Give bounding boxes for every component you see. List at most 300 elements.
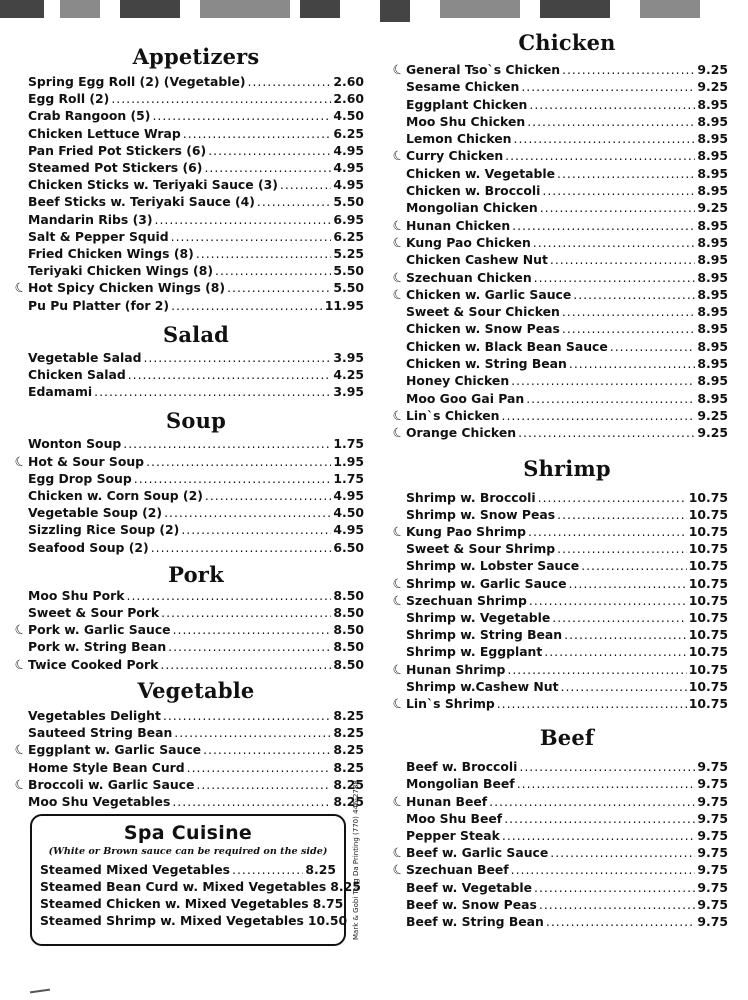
dot-leader	[528, 523, 687, 540]
menu-item-price: 8.25	[333, 725, 364, 741]
menu-item	[28, 539, 364, 556]
menu-item	[406, 390, 728, 407]
menu-item	[406, 506, 728, 523]
menu-item-price: 1.75	[333, 470, 364, 486]
menu-item-name: Eggplant Chicken	[406, 96, 528, 112]
item-list	[40, 861, 361, 929]
menu-item-price: 4.95	[333, 488, 364, 504]
photo-scratch	[30, 989, 50, 994]
menu-item	[406, 113, 728, 130]
menu-item-price: 8.95	[697, 373, 728, 389]
menu-item-name: Beef w. String Bean	[406, 914, 544, 929]
menu-item-name: Mandarin Ribs (3)	[28, 211, 153, 227]
menu-item-name: Egg Roll (2)	[28, 91, 110, 107]
dot-leader	[539, 896, 696, 913]
menu-item-price: 10.75	[688, 523, 728, 539]
menu-item	[12, 621, 364, 640]
dot-leader	[505, 147, 695, 164]
dot-leader	[143, 349, 331, 366]
menu-item	[28, 521, 364, 538]
spicy-icon: ☾	[12, 656, 29, 675]
dot-leader	[540, 199, 696, 216]
menu-item	[28, 107, 364, 124]
dot-leader	[610, 338, 696, 355]
dot-leader	[542, 182, 695, 199]
menu-item-price: 4.95	[333, 522, 364, 538]
menu-item	[28, 604, 364, 621]
menu-item-name: Crab Rangoon (5)	[28, 108, 151, 124]
menu-item-name: Hot & Sour Soup	[28, 453, 145, 469]
dot-leader	[538, 489, 687, 506]
dot-leader	[163, 707, 332, 724]
spicy-icon: ☾	[12, 279, 29, 298]
menu-item	[28, 142, 364, 159]
menu-item	[390, 575, 728, 594]
spicy-icon: ☾	[390, 695, 407, 714]
menu-item	[28, 587, 364, 604]
menu-item-price: 10.75	[688, 695, 728, 711]
item-list	[12, 73, 364, 314]
menu-item	[28, 90, 364, 107]
menu-item-price: 9.25	[697, 200, 728, 216]
dot-leader	[173, 621, 332, 638]
menu-item	[12, 453, 364, 472]
dot-leader	[511, 372, 695, 389]
dot-leader	[569, 355, 696, 372]
menu-item	[12, 279, 364, 298]
menu-item-price: 9.75	[697, 914, 728, 929]
dot-leader	[533, 234, 696, 251]
menu-item	[406, 338, 728, 355]
menu-item-name: Moo Shu Chicken	[406, 113, 526, 129]
menu-item	[390, 407, 728, 426]
menu-item	[406, 540, 728, 557]
menu-item-name: Sesame Chicken	[406, 79, 520, 95]
dot-leader	[534, 879, 695, 896]
menu-item	[28, 211, 364, 228]
menu-item	[28, 383, 364, 400]
menu-item	[28, 228, 364, 245]
menu-item	[406, 130, 728, 147]
dot-leader	[151, 539, 332, 556]
menu-item-price: 9.75	[697, 845, 728, 861]
menu-item-name: Mongolian Beef	[406, 776, 515, 792]
menu-item-name: Lemon Chicken	[406, 131, 512, 147]
menu-item-name: Shrimp w. String Bean	[406, 627, 563, 643]
section-beef	[390, 725, 728, 930]
menu-item	[28, 435, 364, 452]
menu-item-price: 8.50	[333, 656, 364, 672]
menu-item-name: Beef w. Broccoli	[406, 759, 518, 775]
spicy-icon: ☾	[390, 147, 407, 167]
menu-item	[406, 879, 728, 896]
menu-item-name: Chicken Cashew Nut	[406, 252, 548, 268]
menu-item-name: Shrimp w. Snow Peas	[406, 506, 556, 522]
dot-leader	[534, 269, 696, 286]
menu-item-price: 8.25	[305, 862, 336, 877]
menu-item-price: 10.75	[688, 575, 728, 591]
menu-item-price: 10.50	[307, 913, 348, 928]
menu-item-price: 8.25	[333, 742, 364, 758]
menu-item	[406, 165, 728, 182]
spicy-icon: ☾	[390, 407, 407, 426]
menu-item-name: Sweet & Sour Shrimp	[406, 541, 556, 557]
menu-item-price: 10.75	[688, 489, 728, 505]
menu-item-name: Curry Chicken	[406, 148, 504, 164]
menu-item-name: Szechuan Shrimp	[406, 592, 527, 608]
dot-leader	[181, 521, 331, 538]
dot-leader	[232, 861, 303, 878]
menu-item	[28, 793, 364, 810]
dot-leader	[517, 775, 696, 792]
section-pork	[12, 561, 364, 675]
menu-item-name: Szechuan Beef	[406, 862, 509, 878]
dot-leader	[196, 245, 332, 262]
menu-item-price: 2.60	[333, 74, 364, 89]
menu-item	[406, 626, 728, 643]
section-title: Pork	[168, 561, 224, 587]
menu-item-name: Beef Sticks w. Teriyaki Sauce (4)	[28, 194, 255, 210]
menu-item-price: 8.95	[697, 148, 728, 164]
menu-item-price: 5.50	[333, 263, 364, 279]
menu-item-price: 8.95	[697, 96, 728, 112]
menu-item-price: 8.95	[697, 304, 728, 320]
spicy-icon: ☾	[390, 592, 407, 611]
dot-leader	[257, 193, 332, 210]
dot-leader	[155, 211, 332, 228]
menu-item	[406, 827, 728, 844]
menu-item-price: 9.75	[697, 810, 728, 826]
dot-leader	[502, 827, 696, 844]
dot-leader	[204, 159, 331, 176]
dot-leader	[161, 604, 331, 621]
menu-item-name: Chicken Sticks w. Teriyaki Sauce (3)	[28, 177, 278, 193]
menu-item	[28, 193, 364, 210]
menu-item	[390, 523, 728, 542]
dot-leader	[544, 643, 687, 660]
menu-item	[406, 372, 728, 389]
menu-item-name: Fried Chicken Wings (8)	[28, 246, 194, 262]
menu-item-name: Hunan Chicken	[406, 217, 511, 233]
menu-item-price: 8.95	[697, 234, 728, 250]
menu-item	[12, 741, 364, 760]
menu-item-price: 8.75	[312, 896, 344, 911]
menu-item-name: Pan Fried Pot Stickers (6)	[28, 142, 207, 158]
menu-item-name: Szechuan Chicken	[406, 269, 532, 285]
menu-item	[390, 217, 728, 236]
section-chicken	[390, 30, 728, 443]
dot-leader	[123, 435, 331, 452]
section-title: Spa Cuisine	[123, 822, 253, 844]
dot-leader	[526, 390, 695, 407]
spicy-icon: ☾	[390, 286, 407, 305]
menu-item	[406, 678, 728, 695]
menu-item-name: Beef w. Garlic Sauce	[406, 845, 549, 861]
menu-item-price: 3.95	[333, 349, 364, 365]
menu-item-name: Steamed Pot Stickers (6)	[28, 160, 203, 176]
menu-item-name: Steamed Shrimp w. Mixed Vegetables	[40, 913, 304, 928]
menu-item-name: Mongolian Chicken	[406, 200, 538, 216]
dot-leader	[546, 913, 696, 930]
dot-leader	[227, 279, 331, 296]
menu-item	[406, 896, 728, 913]
menu-item	[406, 182, 728, 199]
item-list	[12, 587, 364, 675]
menu-item-price: 9.25	[697, 62, 728, 77]
menu-item	[406, 810, 728, 827]
top-photo-edge	[0, 0, 748, 22]
spicy-icon: ☾	[12, 621, 29, 640]
menu-item	[40, 912, 348, 929]
menu-item-name: Chicken w. Black Bean Sauce	[406, 338, 608, 354]
dot-leader	[208, 142, 331, 159]
menu-item-name: Broccoli w. Garlic Sauce	[28, 776, 195, 792]
dot-leader	[561, 678, 687, 695]
menu-item-price: 10.75	[688, 541, 728, 557]
section-title: Appetizers	[132, 44, 260, 69]
dot-leader	[562, 303, 696, 320]
menu-item-name: Kung Pao Chicken	[406, 234, 531, 250]
menu-item-price: 8.95	[697, 131, 728, 147]
menu-item-price: 9.75	[697, 896, 728, 912]
dot-leader	[512, 217, 695, 234]
menu-item-name: Wonton Soup	[28, 436, 122, 452]
menu-item-price: 8.50	[333, 605, 364, 621]
dot-leader	[248, 73, 332, 90]
menu-item-name: Moo Goo Gai Pan	[406, 390, 525, 406]
section-shrimp	[390, 455, 728, 714]
menu-item-price: 8.25	[333, 707, 364, 723]
menu-item	[406, 199, 728, 216]
dot-leader	[196, 776, 331, 793]
menu-item-name: Steamed Chicken w. Mixed Vegetables	[40, 896, 309, 911]
dot-leader	[160, 656, 331, 673]
dot-leader	[94, 383, 331, 400]
dot-leader	[529, 592, 687, 609]
menu-item	[28, 724, 364, 741]
menu-item	[28, 470, 364, 487]
menu-item	[406, 643, 728, 660]
dot-leader	[171, 228, 332, 245]
menu-item-price: 5.25	[333, 246, 364, 262]
dot-leader	[564, 626, 687, 643]
menu-item-name: General Tso`s Chicken	[406, 62, 561, 77]
menu-item-price: 8.25	[330, 879, 361, 894]
menu-item-price: 1.95	[333, 453, 364, 469]
dot-leader	[280, 176, 332, 193]
menu-item-price: 10.75	[688, 609, 728, 625]
dot-leader	[174, 724, 331, 741]
menu-item-name: Hunan Beef	[406, 793, 488, 809]
spicy-icon: ☾	[12, 453, 29, 472]
menu-item	[28, 262, 364, 279]
dot-leader	[504, 810, 695, 827]
menu-item-name: Moo Shu Beef	[406, 810, 503, 826]
menu-item-price: 9.75	[697, 862, 728, 878]
menu-item-name: Steamed Bean Curd w. Mixed Vegetables	[40, 879, 327, 894]
menu-item	[390, 793, 728, 812]
section-salad	[28, 322, 364, 401]
menu-item	[28, 707, 364, 724]
spicy-icon: ☾	[390, 575, 407, 594]
spicy-icon: ☾	[390, 844, 407, 863]
menu-item	[40, 878, 361, 895]
menu-item	[406, 609, 728, 626]
spicy-icon: ☾	[390, 523, 407, 542]
menu-item-name: Pepper Steak	[406, 827, 500, 843]
menu-item	[390, 286, 728, 305]
menu-item-name: Shrimp w. Garlic Sauce	[406, 575, 567, 591]
menu-item-name: Edamami	[28, 384, 93, 400]
spicy-icon: ☾	[390, 217, 407, 236]
menu-item-price: 8.25	[333, 759, 364, 775]
spicy-icon: ☾	[390, 793, 407, 812]
dot-leader	[134, 470, 332, 487]
menu-item	[28, 349, 364, 366]
dot-leader	[203, 741, 331, 758]
menu-item	[406, 320, 728, 337]
menu-item	[28, 366, 364, 383]
dot-leader	[497, 695, 687, 712]
menu-item-name: Sweet & Sour Chicken	[406, 304, 560, 320]
dot-leader	[527, 113, 695, 130]
menu-item-name: Shrimp w.Cashew Nut	[406, 678, 559, 694]
menu-item-name: Honey Chicken	[406, 373, 510, 389]
menu-item-price: 6.50	[333, 539, 364, 555]
menu-item-name: Twice Cooked Pork	[28, 656, 159, 672]
menu-item	[406, 758, 728, 775]
menu-item-price: 9.75	[697, 776, 728, 792]
menu-item	[406, 557, 728, 574]
menu-item-name: Pork w. Garlic Sauce	[28, 622, 171, 638]
menu-item-price: 10.75	[688, 592, 728, 608]
dot-leader	[205, 487, 332, 504]
menu-item-name: Chicken w. Snow Peas	[406, 321, 560, 337]
menu-item	[406, 775, 728, 792]
section-appetizers	[12, 44, 364, 314]
menu-item	[28, 73, 364, 90]
menu-item	[406, 78, 728, 95]
menu-item-price: 10.75	[688, 678, 728, 694]
menu-item-name: Egg Drop Soup	[28, 470, 132, 486]
menu-item-name: Chicken w. Corn Soup (2)	[28, 488, 203, 504]
menu-item-price: 6.25	[333, 228, 364, 244]
menu-item	[390, 147, 728, 167]
dot-leader	[529, 96, 695, 113]
menu-item	[28, 759, 364, 776]
dot-leader	[171, 297, 323, 314]
dot-leader	[164, 504, 331, 521]
menu-item-name: Eggplant w. Garlic Sauce	[28, 742, 202, 758]
dot-leader	[518, 424, 695, 441]
menu-item	[390, 861, 728, 880]
dot-leader	[183, 125, 332, 142]
spicy-icon: ☾	[390, 424, 407, 443]
dot-leader	[172, 793, 331, 810]
item-list	[390, 489, 728, 714]
menu-item	[406, 913, 728, 930]
dot-leader	[573, 286, 695, 303]
menu-item-price: 10.75	[688, 627, 728, 643]
menu-item-price: 8.95	[697, 390, 728, 406]
menu-item-name: Sweet & Sour Pork	[28, 605, 160, 621]
menu-item-name: Steamed Mixed Vegetables	[40, 862, 231, 877]
menu-item-price: 8.95	[697, 113, 728, 129]
menu-item-price: 8.50	[333, 587, 364, 603]
menu-item-name: Chicken w. Garlic Sauce	[406, 286, 572, 302]
menu-item-price: 2.60	[333, 91, 364, 107]
menu-item-price: 5.50	[333, 280, 364, 296]
menu-item-price: 8.95	[697, 286, 728, 302]
menu-item-price: 9.75	[697, 879, 728, 895]
menu-item-name: Moo Shu Vegetables	[28, 793, 171, 809]
menu-item	[390, 269, 728, 288]
menu-item-price: 8.95	[697, 338, 728, 354]
menu-item	[406, 303, 728, 320]
spa-note: (White or Brown sauce can be required on the side)	[48, 846, 328, 857]
menu-item-name: Chicken w. String Bean	[406, 356, 567, 372]
menu-item-name: Shrimp w. Vegetable	[406, 609, 551, 625]
menu-item-name: Sauteed String Bean	[28, 725, 173, 741]
menu-item-price: 9.75	[697, 759, 728, 775]
menu-item-name: Shrimp w. Broccoli	[406, 489, 536, 505]
menu-item	[390, 424, 728, 443]
menu-item-price: 10.75	[688, 661, 728, 677]
menu-item-price: 8.95	[697, 269, 728, 285]
spicy-icon: ☾	[390, 234, 407, 253]
menu-item-price: 4.50	[333, 108, 364, 124]
menu-item-price: 5.50	[333, 194, 364, 210]
dot-leader	[550, 844, 695, 861]
menu-item-name: Pork w. String Bean	[28, 639, 167, 655]
menu-item-name: Chicken Lettuce Wrap	[28, 125, 181, 141]
menu-item-name: Shrimp w. Lobster Sauce	[406, 558, 580, 574]
menu-item-price: 8.50	[333, 622, 364, 638]
menu-item	[28, 638, 364, 655]
spicy-icon: ☾	[12, 741, 29, 760]
dot-leader	[521, 78, 695, 95]
dot-leader	[569, 575, 687, 592]
dot-leader	[557, 506, 687, 523]
dot-leader	[562, 61, 695, 78]
menu-item-price: 10.75	[688, 558, 728, 574]
dot-leader	[168, 638, 331, 655]
menu-item	[28, 125, 364, 142]
menu-item-price: 3.95	[333, 384, 364, 400]
menu-item-name: Vegetable Salad	[28, 349, 142, 365]
menu-item-name: Shrimp w. Eggplant	[406, 644, 543, 660]
printer-credit: Mark & Gobi Tong Da Printing (770) 446-2788	[352, 780, 360, 940]
dot-leader	[557, 165, 695, 182]
right-column	[390, 30, 728, 930]
menu-item-name: Vegetables Delight	[28, 707, 161, 723]
section-title: Salad	[162, 321, 230, 347]
menu-item-name: Home Style Bean Curd	[28, 759, 185, 775]
menu-item	[390, 661, 728, 680]
menu-item-price: 10.75	[688, 644, 728, 660]
menu-item-price: 9.75	[697, 793, 728, 809]
item-list	[28, 349, 364, 401]
menu-item-price: 8.25	[333, 793, 364, 809]
menu-item	[390, 844, 728, 863]
dot-leader	[502, 407, 696, 424]
menu-item	[12, 776, 364, 795]
menu-item-name: Vegetable Soup (2)	[28, 505, 163, 521]
menu-item-name: Orange Chicken	[406, 425, 517, 441]
menu-item	[28, 176, 364, 193]
menu-item	[12, 656, 364, 675]
menu-item-price: 9.25	[697, 407, 728, 423]
